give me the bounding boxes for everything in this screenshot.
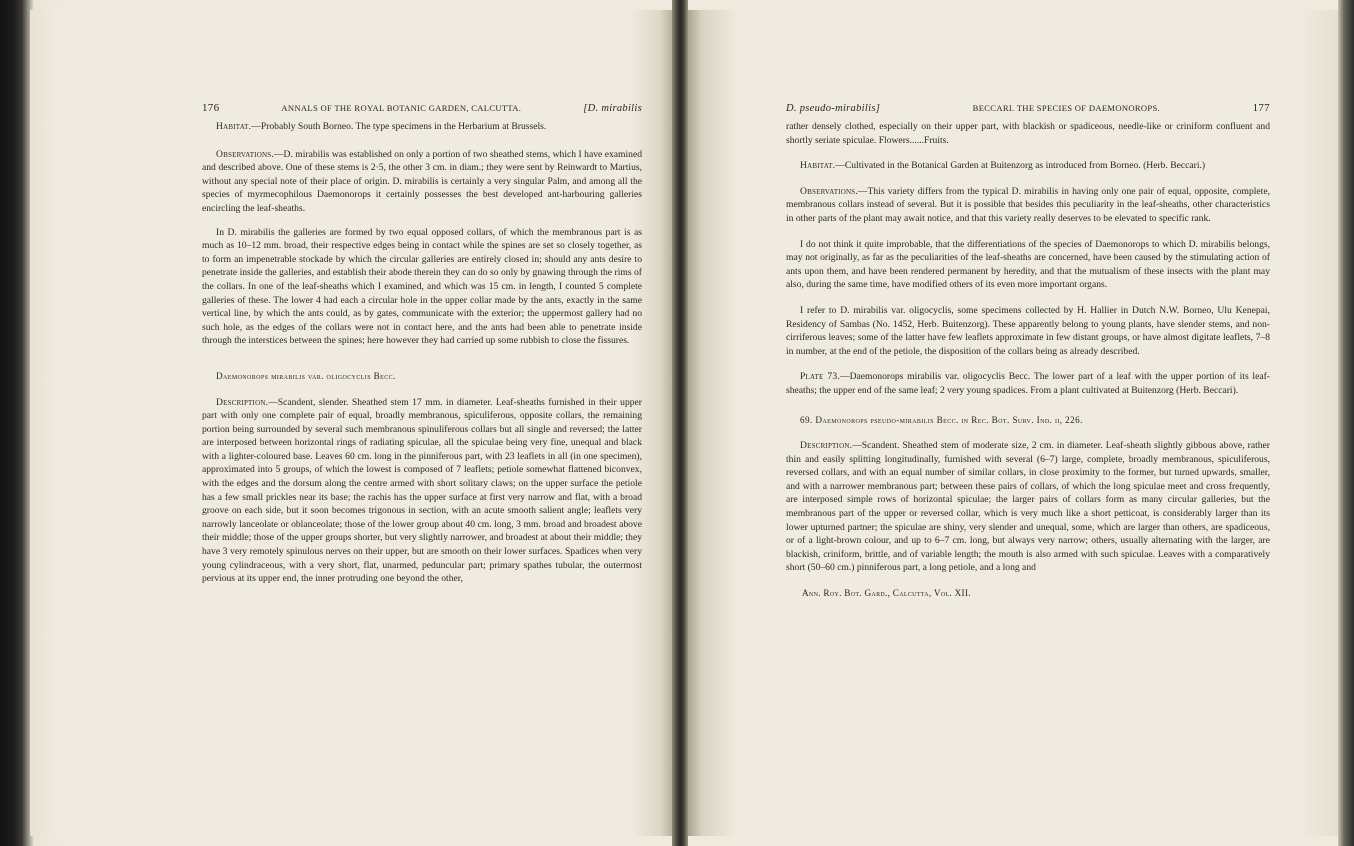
habitat-label: Habitat. (216, 121, 252, 132)
left-page (30, 10, 672, 836)
habitat-text-right: —Cultivated in the Botanical Garden at Buitenzorg as introduced from Borneo. (Herb. Beccari.) (835, 160, 1206, 172)
variety-heading: Daemonorops mirabilis var. oligocyclis Becc. (216, 370, 396, 381)
differentiation-paragraph: I do not think it quite improbable, that the differentiations of the species of Daemonorops to which D. mirabilis belongs, may not originally, as far as the peculiarities of the leaf-sheaths are concerned, have been caused by the stimulating action of ants upon them, and have been rendered permanent by heredity, and that the mutualism of these insects with the plant may also, during the same time, have modified others of its even more important organs. (786, 238, 1270, 291)
continuation-paragraph: rather densely clothed, especially on their upper part, with blackish or spadiceous, needle-like or criniform confluent and shortly seriate spiculae. Flowers......Fruits. (786, 121, 1270, 146)
description-text-right: —Scandent. Sheathed stem of moderate size, 2 cm. in diameter. Leaf-sheath slightly gibbous above, rather thin and easily splitting longitudinally, furnished with several (6–7) large, complete, broadly membranous, spiculiferous, reversed collars, and with an equal number of similar collars, in close proximity to the former, but turned upwards, smaller, and with a narrower membranous part; between these pairs of collars, of which the long spiculae meet and cross frequently, are interposed simple rows of horizontal spiculae; the larger pairs of collars form as many circular galleries, but the membranous part of the upper or reversed collar, which is very much like a short petticoat, is considerably larger than its lower upturned partner; the spiculae are shiny, very slender and unequal, some, which are larger than others, are spadiceous, or of a light-brown colour, and up to 6–7 cm. long, but always very narrow; others, usually alternating with the larger, are blackish, criniform, brittle, and of variable length; the mouth is also armed with such spiculae. Leaves with a comparatively short (50–60 cm.) pinniferous part, a long petiole, and a long and (786, 440, 1270, 574)
description-label: Description. (216, 396, 269, 408)
running-tag-right: D. pseudo-mirabilis] (786, 103, 881, 114)
running-tag-left: [D. mirabilis (583, 103, 642, 114)
running-title-left: ANNALS OF THE ROYAL BOTANIC GARDEN, CALCUTTA. (281, 103, 522, 113)
observations-text: —D. mirabilis was established on only a portion of two sheathed stems, which I have examined and described above. One of these stems is 2·5, the other 3 cm. in diam.; they were sent by Reinwardt to Martius, without any special note of their place of origin. D. mirabilis is certainly a very singular Palm, and among all the species of myrmecophilous Daemonorops it certainly possesses the best developed ant-harbouring galleries encircling the leaf-sheaths. (202, 148, 642, 214)
specimens-paragraph: I refer to D. mirabilis var. oligocyclis, some specimens collected by H. Hallier in Dutch N.W. Borneo, Ulu Kenepai, Residency of Sambas (No. 1452, Herb. Buitenzorg). These apparently belong to young plants, have slender stems, and non-cirriferous leaves; some of the latter have few leaflets approximate in few distant groups, or have almost digitate leaflets, 7–8 in number, at the end of the petiole, the disposition of the collars being as already described. (786, 304, 1270, 357)
description-paragraph-right (786, 439, 1270, 575)
book-gutter (672, 0, 688, 846)
running-head-right (786, 102, 1270, 116)
description-text: —Scandent, slender. Sheathed stem 17 mm. in diameter. Leaf-sheaths furnished in their upper part with only one complete pair of equal, broadly membranous, spiculiferous, opposite collars, the remaining portion being surrounded by several such membranous spinuliferous collars but all single and reversed; the latter are interposed between horizontal rings of radiating spiculae, all the spiculae being very fine, unequal and black with a lighter-coloured base. Leaves 60 cm. long in the pinniferous part, with 23 leaflets in all (in one specimen), approximated into 5 groups, of which the lowest is composed of 7 leaflets; petiole somewhat flattened biconvex, with the edges and the dorsum along the centre armed with short solitary claws; on the upper surface the petiole has a few small prickles near its base; the rachis has the upper surface at first very narrow and flat, with a broad groove on each side, but it soon becomes trigonous in section, with an acute smooth salient angle; leaflets very narrowly lanceolate or oblanceolate; those of the lower group about 40 cm. long, 3 mm. broad and broadest above their middle; those of the upper groups shorter, but very slightly narrower, and broadest at about their middle; they have 3 very remotely spinulous nerves on their upper, but are smooth on their lower surfaces. Spadices when very young cylindraceous, with a very short, flat, unarmed, peduncular part; primary spathes tubular, the outermost pervious at its upper end, the inner protruding one beyond the other, (202, 396, 642, 585)
page-number-left: 176 (202, 102, 220, 114)
observations-text-right: —This variety differs from the typical D. mirabilis in having only one pair of equal, opposite, complete, membranous collars instead of several. But it is possible that besides this peculiarity in the leaf-sheaths, other characteristics in other parts of the plant may await notice, and that this variety really deserves to be elevated to specific rank. (786, 185, 1270, 224)
habitat-paragraph-right (786, 159, 1270, 173)
habitat-label-right: Habitat. (800, 160, 836, 172)
left-page-content (202, 10, 642, 586)
description-label-right: Description. (800, 440, 853, 452)
page-footer: Ann. Roy. Bot. Gard., Calcutta, Vol. XII. (802, 588, 971, 599)
description-paragraph-left (202, 396, 642, 586)
galleries-paragraph: In D. mirabilis the galleries are formed by two equal opposed collars, of which the membranous part is as much as 10–12 mm. broad, their respective edges being in contact while the spines are set so closely together, as to form an impenetrable stockade by which the circular galleries are entirely closed in; should any ants desire to penetrate inside the galleries, and establish their abode therein they can do so only by gnawing through the rims of the collars. In one of the leaf-sheaths which I examined, and which was 15 cm. in length, I counted 5 complete galleries of these. The lower 4 had each a circular hole in the upper collar made by the ants, exactly in the same vertical line, by which the ants could, as by gates, communicate with the exterior; the uppermost gallery had no such hole, as the edges of the collars were not in contact here, and the ants had been able to penetrate inside through the interstices between the spines; here however they had carried up some rubbish to close the fissures. (202, 226, 642, 347)
observations-label-right: Observations. (800, 185, 858, 197)
plate-paragraph (786, 370, 1270, 397)
plate-label: Plate 73. (800, 371, 840, 383)
page-number-right: 177 (1252, 102, 1270, 114)
observations-paragraph-left (202, 148, 642, 216)
running-head-left (202, 102, 642, 116)
book-edge (1338, 0, 1354, 846)
observations-paragraph-right (786, 185, 1270, 226)
habitat-paragraph-left (202, 120, 642, 134)
running-title-right: BECCARI. THE SPECIES OF DAEMONOROPS. (972, 103, 1160, 113)
species-heading: 69. Daemonorops pseudo-mirabilis Becc. in Rec. Bot. Surv. Ind. ii, 226. (800, 414, 1083, 425)
observations-label: Observations. (216, 148, 274, 160)
habitat-text: —Probably South Borneo. The type specimens in the Herbarium at Brussels. (251, 121, 547, 132)
right-page-content (786, 10, 1270, 601)
plate-text: —Daemonorops mirabilis var. oligocyclis Becc. The lower part of a leaf with the upper portion of its leaf-sheaths; the upper end of the same leaf; 2 very young spadices. From a plant cultivated at Buitenzorg (Herb. Beccari). (786, 371, 1270, 396)
right-page (688, 10, 1338, 836)
